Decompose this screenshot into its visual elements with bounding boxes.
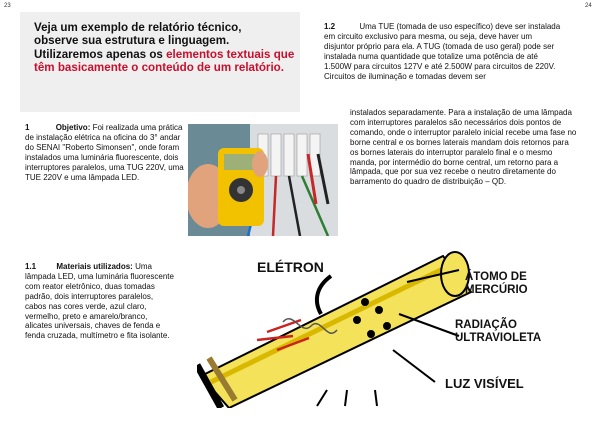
section-text: Uma lâmpada LED, uma luminária fluorescente com reator eletrônico, duas tomadas padrão, dois interruptores paralelos, cabos nas cores verde, azul claro, vermelho, preto e amarelo/branco, alicates universais, chaves de fenda e fenda cruzada, multímetro e fita isolante. xyxy=(25,262,174,341)
multimeter-photo xyxy=(188,124,338,236)
section-tue-tug xyxy=(324,22,564,81)
section-materiais xyxy=(25,262,175,341)
document-spread xyxy=(20,12,580,408)
section-number: 1.2 xyxy=(324,22,336,31)
page-number-right: 24 xyxy=(585,3,592,9)
section-number: 1 xyxy=(25,123,30,132)
section-text-part-a: Uma TUE (tomada de uso específico) deve ser instalada em circuito exclusivo para mesma, ou seja, deve haver um disjuntor próprio para ela. A TUG (tomada de uso geral) pode ser instalada numa quantidade que totalize uma potência de até 1.500W para circuitos 127V e até 2.500W para circuitos de 220V. Circuitos de iluminação e tomadas devem ser xyxy=(324,22,561,81)
intro-line-2: observe sua estrutura e linguagem. xyxy=(34,34,230,48)
intro-line-3: Utilizaremos apenas os elementos textuais que têm basicamente o conteúdo de um relatório. xyxy=(34,47,295,75)
label-luz: LUZ VISÍVEL xyxy=(445,376,524,391)
section-text: Foi realizada uma prática de instalação elétrica na oficina do 3° andar do SENAI "Roberto Simonsen", onde foram instalados uma luminária fluorescente, dois interruptores paralelos, uma TUG 220V, uma TUE 220V e uma lâmpada LED. xyxy=(25,123,184,182)
page-number-left: 23 xyxy=(4,3,11,9)
fluorescent-tube-illustration xyxy=(197,240,585,408)
intro-heading xyxy=(34,21,296,75)
intro-highlight: elementos textuais que têm basicamente o conteúdo de um relatório. xyxy=(34,47,295,75)
label-atomo: ÁTOMO DE MERCÚRIO xyxy=(465,271,528,296)
section-objetivo xyxy=(25,123,187,182)
section-tue-tug-continued xyxy=(350,108,578,187)
section-title: Objetivo: xyxy=(55,123,91,132)
section-text-part-b: instalados separadamente. Para a instalação de uma lâmpada com interruptores paralelos são necessários dois pontos de comando, onde o interruptor paralelo inicial recebe uma fase no borne central e os bornes laterais mandam dois retornos para os bornes laterais do interruptor paralelo final e o mesmo manda, por intermédio do borne central, um retorno para a lâmpada, que por sua vez recebe o neutro diretamente do barramento do quadro de distribuição – QD. xyxy=(350,108,577,187)
label-eletron: ELÉTRON xyxy=(257,259,324,275)
intro-line-1: Veja um exemplo de relatório técnico, xyxy=(34,21,242,34)
label-radiacao: RADIAÇÃO ULTRAVIOLETA xyxy=(455,319,542,344)
section-title: Materiais utilizados: xyxy=(56,262,133,271)
section-number: 1.1 xyxy=(25,262,37,271)
